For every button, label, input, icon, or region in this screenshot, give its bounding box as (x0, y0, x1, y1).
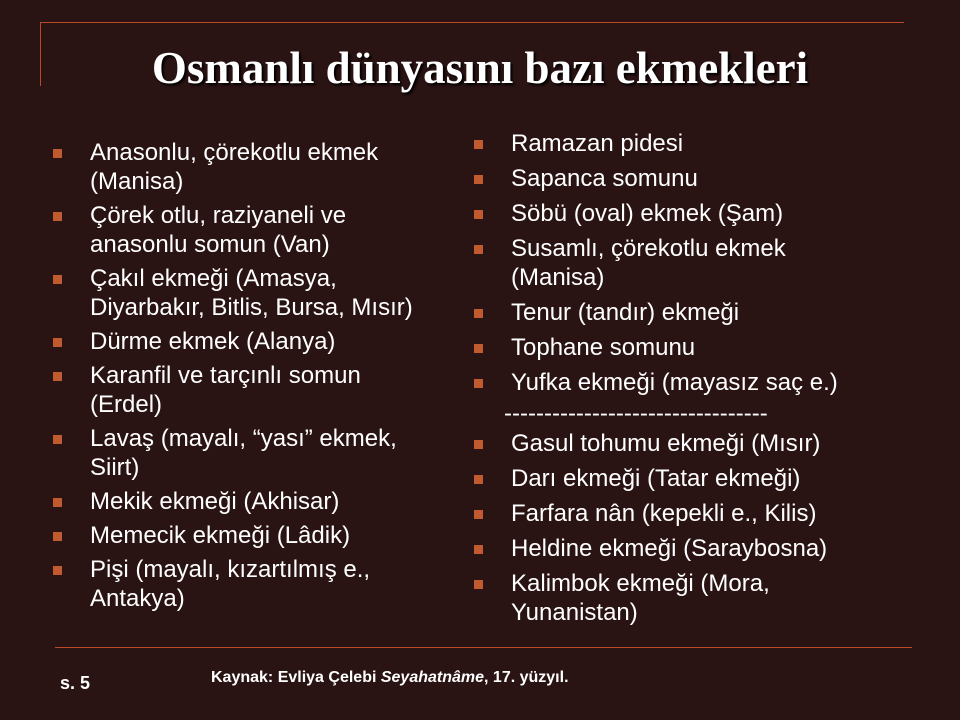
square-bullet-icon (474, 344, 483, 353)
list-item: Çakıl ekmeği (Amasya, Diyarbakır, Bitlis, Bursa, Mısır) (53, 264, 453, 322)
square-bullet-icon (474, 140, 483, 149)
list-item: Tenur (tandır) ekmeği (474, 298, 914, 327)
square-bullet-icon (53, 275, 62, 284)
square-bullet-icon (53, 372, 62, 381)
list-item: Tophane somunu (474, 333, 914, 362)
page-number: s. 5 (60, 673, 91, 693)
right-bullet-list (474, 129, 914, 633)
square-bullet-icon (53, 149, 62, 158)
square-bullet-icon (53, 212, 62, 221)
left-bullet-list (53, 138, 453, 618)
list-item: Mekik ekmeği (Akhisar) (53, 487, 453, 516)
list-item: Ramazan pidesi (474, 129, 914, 158)
bottom-rule (55, 647, 912, 648)
square-bullet-icon (53, 338, 62, 347)
list-item: Lavaş (mayalı, “yası” ekmek, Siirt) (53, 424, 453, 482)
square-bullet-icon (474, 379, 483, 388)
list-item: Memecik ekmeği (Lâdik) (53, 521, 453, 550)
square-bullet-icon (474, 475, 483, 484)
square-bullet-icon (474, 510, 483, 519)
square-bullet-icon (474, 309, 483, 318)
list-item: Pişi (mayalı, kızartılmış e., Antakya) (53, 555, 453, 613)
list-item: Yufka ekmeği (mayasız saç e.) (474, 368, 914, 397)
list-item: Darı ekmeği (Tatar ekmeği) (474, 464, 914, 493)
source-work-title: Seyahatnâme (380, 669, 485, 686)
list-item: Sapanca somunu (474, 164, 914, 193)
list-item: Dürme ekmek (Alanya) (53, 327, 453, 356)
list-item: Söbü (oval) ekmek (Şam) (474, 199, 914, 228)
slide-title: Osmanlı dünyasını bazı ekmekleri (151, 43, 809, 93)
list-item: Kalimbok ekmeği (Mora, Yunanistan) (474, 569, 914, 627)
list-item: Anasonlu, çörekotlu ekmek (Manisa) (53, 138, 453, 196)
square-bullet-icon (474, 245, 483, 254)
list-item: Gasul tohumu ekmeği (Mısır) (474, 429, 914, 458)
list-item: Farfara nân (kepekli e., Kilis) (474, 499, 914, 528)
square-bullet-icon (474, 545, 483, 554)
top-rule (40, 22, 904, 23)
separator-line: --------------------------------- (504, 400, 768, 427)
source-note: Kaynak: Evliya Çelebi Seyahatnâme, 17. yüzyıl. (211, 669, 569, 686)
square-bullet-icon (53, 532, 62, 541)
square-bullet-icon (474, 580, 483, 589)
square-bullet-icon (474, 210, 483, 219)
square-bullet-icon (474, 175, 483, 184)
list-item: Çörek otlu, raziyaneli ve anasonlu somun (Van) (53, 201, 453, 259)
square-bullet-icon (474, 440, 483, 449)
list-item: Karanfil ve tarçınlı somun (Erdel) (53, 361, 453, 419)
list-item: Susamlı, çörekotlu ekmek (Manisa) (474, 234, 914, 292)
list-item: Heldine ekmeği (Saraybosna) (474, 534, 914, 563)
square-bullet-icon (53, 566, 62, 575)
square-bullet-icon (53, 435, 62, 444)
square-bullet-icon (53, 498, 62, 507)
